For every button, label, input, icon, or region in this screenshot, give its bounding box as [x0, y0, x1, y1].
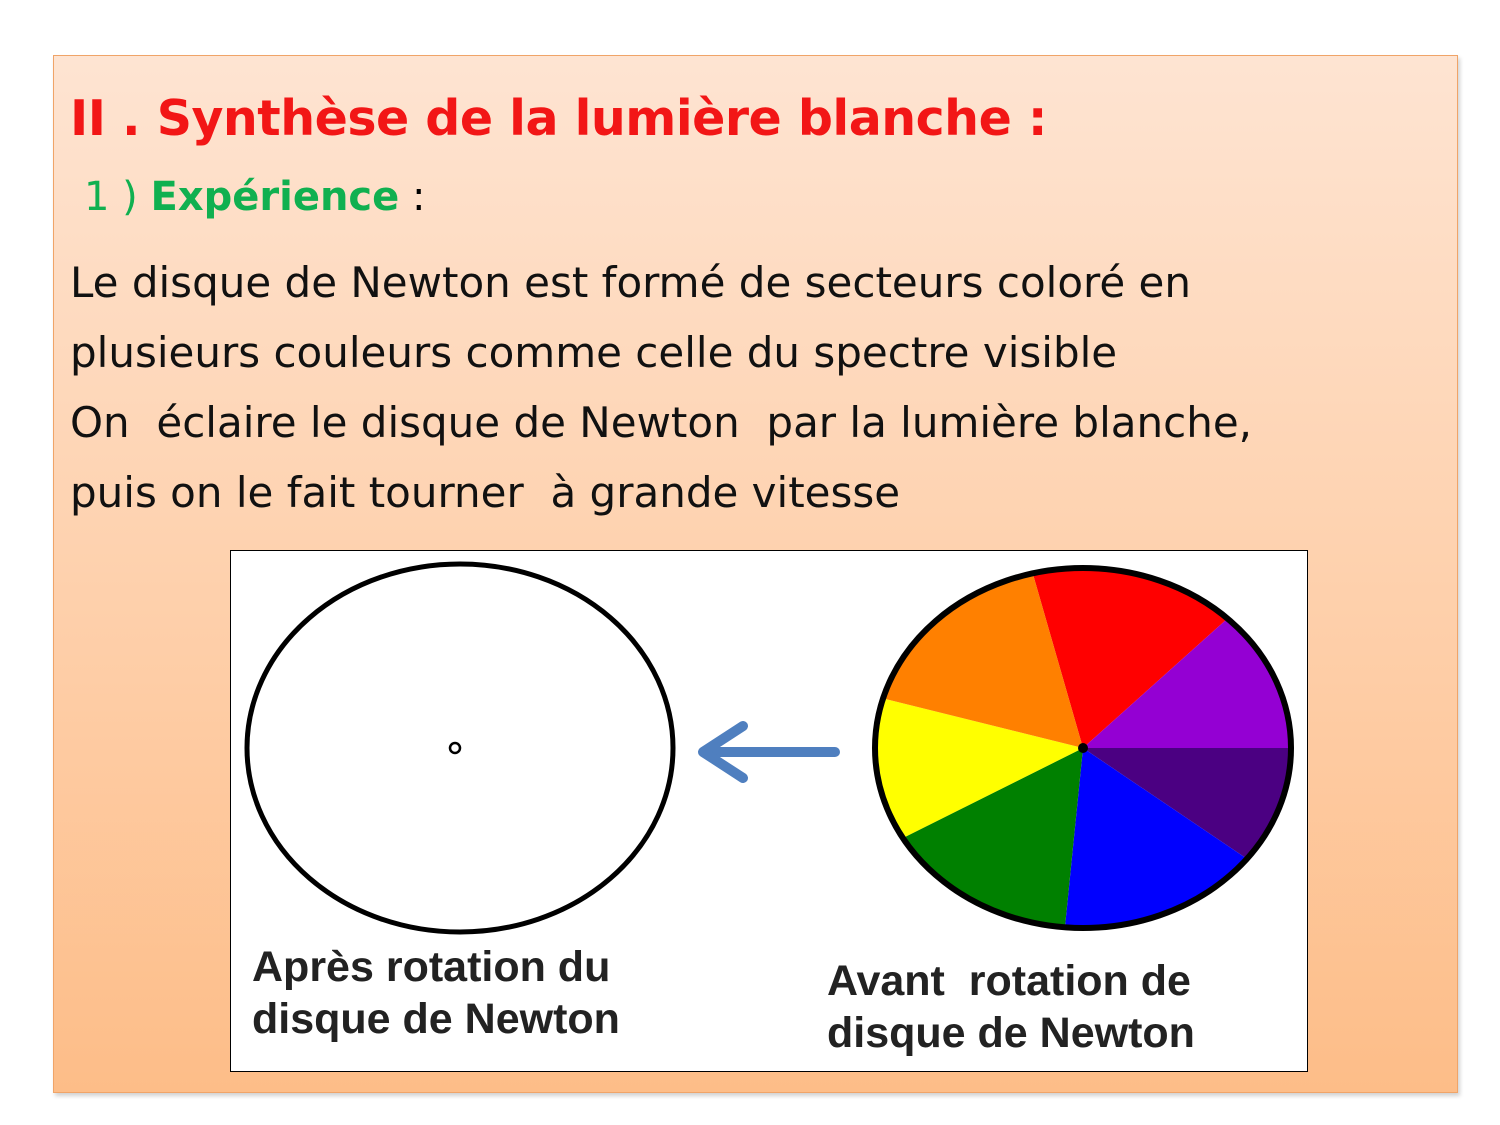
- caption-after-line: disque de Newton: [252, 995, 620, 1043]
- color-disk-center-dot: [1078, 743, 1088, 753]
- caption-before-rotation: [827, 955, 1195, 1059]
- caption-before-line: Avant rotation de: [827, 957, 1191, 1005]
- paragraph-line: plusieurs couleurs comme celle du spectre visible: [70, 328, 1118, 377]
- color-disk-before-rotation: [875, 568, 1291, 928]
- slide-title: II . Synthèse de la lumière blanche :: [70, 90, 1047, 147]
- section-colon: :: [399, 174, 426, 220]
- description-paragraph: [70, 248, 1445, 528]
- paragraph-line: Le disque de Newton est formé de secteurs coloré en: [70, 258, 1192, 307]
- paragraph-line: puis on le fait tourner à grande vitesse: [70, 468, 901, 517]
- section-number: 1 ): [84, 174, 138, 220]
- caption-before-line: disque de Newton: [827, 1009, 1195, 1057]
- section-title: Expérience: [150, 174, 400, 220]
- slide: [53, 55, 1458, 1093]
- section-heading: [84, 174, 425, 220]
- direction-arrow: [703, 726, 835, 778]
- newton-disk-figure: [230, 550, 1308, 1072]
- paragraph-line: On éclaire le disque de Newton par la lumière blanche,: [70, 398, 1253, 447]
- caption-after-line: Après rotation du: [252, 943, 611, 991]
- caption-after-rotation: [252, 941, 620, 1045]
